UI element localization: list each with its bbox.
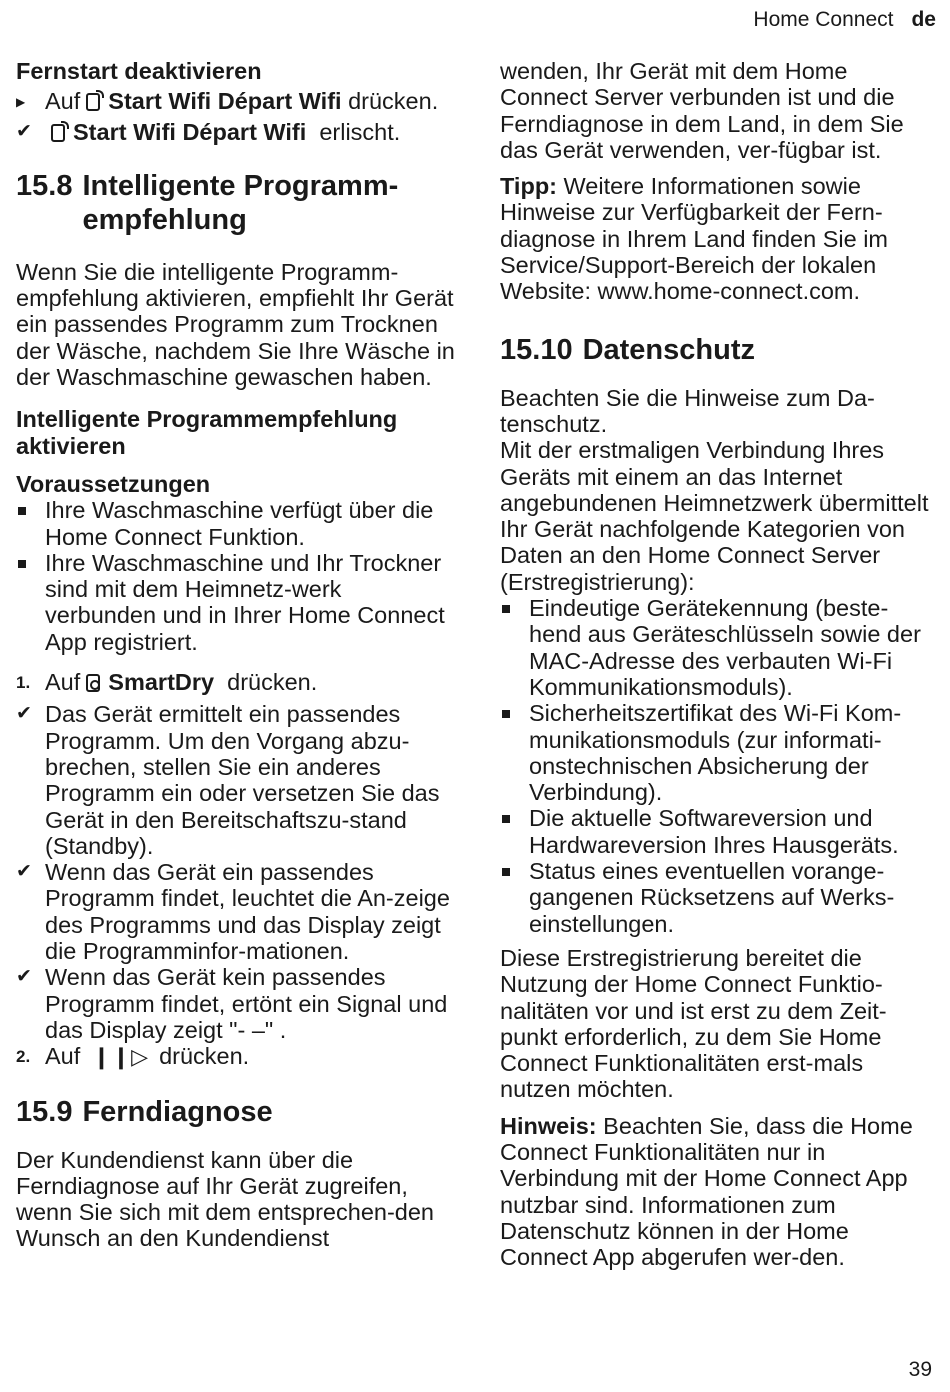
fernstart-heading: Fernstart deaktivieren: [16, 58, 262, 84]
section-15-9-paragraph: Der Kundendienst kann über die Ferndiagnose auf Ihr Gerät zugreifen, wenn Sie sich mit dem entsprechen-den Wunsch an den Kundendienst: [16, 1146, 434, 1252]
triangle-marker-icon: ▶: [16, 95, 26, 110]
list-text: Status eines eventuellen vorange-gangenen Rücksetzens auf Werks-einstellungen.: [529, 858, 895, 937]
checkmark-icon: ✔: [16, 703, 32, 725]
section-15-9-heading: [16, 1095, 456, 1129]
fernstart-result: [16, 119, 456, 145]
step-number: 1.: [16, 673, 31, 693]
prerequisite-item: [16, 550, 456, 655]
start-pause-icon: ❙❙▷: [92, 1044, 150, 1070]
data-category-item: [500, 595, 940, 700]
data-category-item: [500, 858, 940, 937]
note-label: Hinweis:: [500, 1112, 597, 1139]
page-header: [753, 8, 936, 32]
result-text: Wenn das Gerät kein passendes Programm findet, ertönt ein Signal und das Display zeigt "- –" .: [45, 964, 448, 1043]
step-text: Auf: [45, 88, 81, 115]
tip-label: Tipp:: [500, 173, 557, 200]
result-text: Wenn das Gerät ein passendes Programm findet, leuchtet die An-zeige des Programms und das Display zeigt die Programminfor-mationen.: [45, 859, 450, 965]
result-item: [16, 859, 456, 964]
prerequisites-heading: Voraussetzungen: [16, 470, 211, 497]
step-text: drücken.: [159, 1043, 250, 1070]
activate-heading: Intelligente Programmempfehlung aktivieren: [16, 406, 398, 459]
smartdry-icon: [86, 674, 100, 692]
step-text: drücken.: [227, 669, 318, 696]
ferndiagnose-continuation: wenden, Ihr Gerät mit dem Home Connect Server verbunden ist und die Ferndiagnose in dem Land, in dem Sie das Gerät verwenden, ver-fügbar ist.: [500, 58, 904, 163]
remote-start-wifi-icon: [51, 124, 65, 142]
remote-start-wifi-icon: [86, 93, 100, 111]
checkmark-icon: ✔: [16, 861, 32, 883]
privacy-paragraph-2: Mit der erstmaligen Verbindung Ihres Geräts mit einem an das Internet angebundenen Heimnetzwerk übermittelt Ihr Gerät nachfolgende Kategorien von Daten an den Home Connect Server (Erstregistrierung):: [500, 437, 929, 595]
section-number: 15.10: [500, 333, 573, 366]
data-category-item: [500, 805, 940, 858]
step-text: Auf: [45, 669, 81, 696]
section-title: Datenschutz: [582, 333, 755, 366]
list-text: Ihre Waschmaschine und Ihr Trockner sind mit dem Heimnetz-werk verbunden und in Ihrer Home Connect App registriert.: [45, 549, 445, 655]
right-column: [500, 58, 940, 1270]
checkmark-icon: ✔: [16, 966, 32, 988]
result-item: [16, 701, 456, 859]
note-text: Beachten Sie, dass die Home Connect Funktionalitäten nur in Verbindung mit der Home Connect App nutzbar sind. Informationen zum Datenschutz können in der Home Connect App abgerufen wer-den.: [500, 1112, 913, 1271]
privacy-paragraph-3: Diese Erstregistrierung bereitet die Nutzung der Home Connect Funktio-nalitäten vor und ist erst zu dem Zeit-punkt erforderlich, zu dem Sie Home Connect Funktionalitäten erst-mals nutzen möchten.: [500, 944, 887, 1103]
checkmark-icon: ✔: [16, 120, 32, 142]
result-item: [16, 964, 456, 1043]
page-number: 39: [908, 1358, 932, 1381]
list-text: Ihre Waschmaschine verfügt über die Home Connect Funktion.: [45, 497, 434, 550]
result-text: erlischt.: [319, 118, 401, 145]
list-text: Die aktuelle Softwareversion und Hardwareversion Ihres Hausgeräts.: [529, 805, 899, 858]
fernstart-step: [16, 88, 456, 114]
tip-text: Weitere Informationen sowie Hinweise zur Verfügbarkeit der Fern-diagnose in Ihrem Land finden Sie im Service/Support-Bereich der lokalen Website: www.home-connect.com.: [500, 173, 888, 305]
key-label: SmartDry: [108, 669, 215, 696]
tip-paragraph: [500, 173, 940, 304]
step-text: Auf: [45, 1043, 81, 1070]
section-title: Intelligente Programm-empfehlung: [82, 169, 399, 236]
result-text: Das Gerät ermittelt ein passendes Programm. Um den Vorgang abzu-brechen, stellen Sie ein anderes Programm ein oder versetzen Sie das Gerät in den Bereitschaftszu-stand (Standby).: [45, 701, 440, 859]
section-15-10-heading: [500, 333, 940, 367]
step-number: 2.: [16, 1047, 31, 1067]
section-title: Ferndiagnose: [82, 1095, 273, 1128]
left-column: [16, 58, 456, 1252]
note-paragraph: [500, 1113, 940, 1271]
section-15-8-paragraph: Wenn Sie die intelligente Programm-empfehlung aktivieren, empfiehlt Ihr Gerät ein passendes Programm zum Trocknen der Wäsche, nachdem Sie Ihre Wäsche in der Waschmaschine gewaschen haben.: [16, 258, 455, 391]
section-number: 15.8: [16, 169, 73, 202]
step-1: [16, 669, 456, 695]
list-text: Eindeutige Gerätekennung (beste-hend aus Geräteschlüsseln sowie der MAC-Adresse des verbauten Wi-Fi Kommunikationsmoduls).: [529, 595, 921, 700]
header-language: de: [911, 8, 936, 31]
privacy-paragraph-1: Beachten Sie die Hinweise zum Da-tenschutz.: [500, 384, 875, 437]
key-label: Start Wifi Départ Wifi: [73, 118, 307, 145]
step-2: [16, 1043, 456, 1070]
step-text: drücken.: [348, 88, 439, 115]
data-category-item: [500, 700, 940, 805]
section-number: 15.9: [16, 1095, 73, 1128]
header-section: Home Connect: [753, 8, 894, 31]
list-text: Sicherheitszertifikat des Wi-Fi Kom-munikationsmoduls (zur informati-onstechnischen Absicherung der Verbindung).: [529, 700, 902, 806]
section-15-8-heading: [16, 169, 456, 237]
prerequisite-item: [16, 497, 456, 550]
key-label: Start Wifi Départ Wifi: [108, 88, 342, 115]
